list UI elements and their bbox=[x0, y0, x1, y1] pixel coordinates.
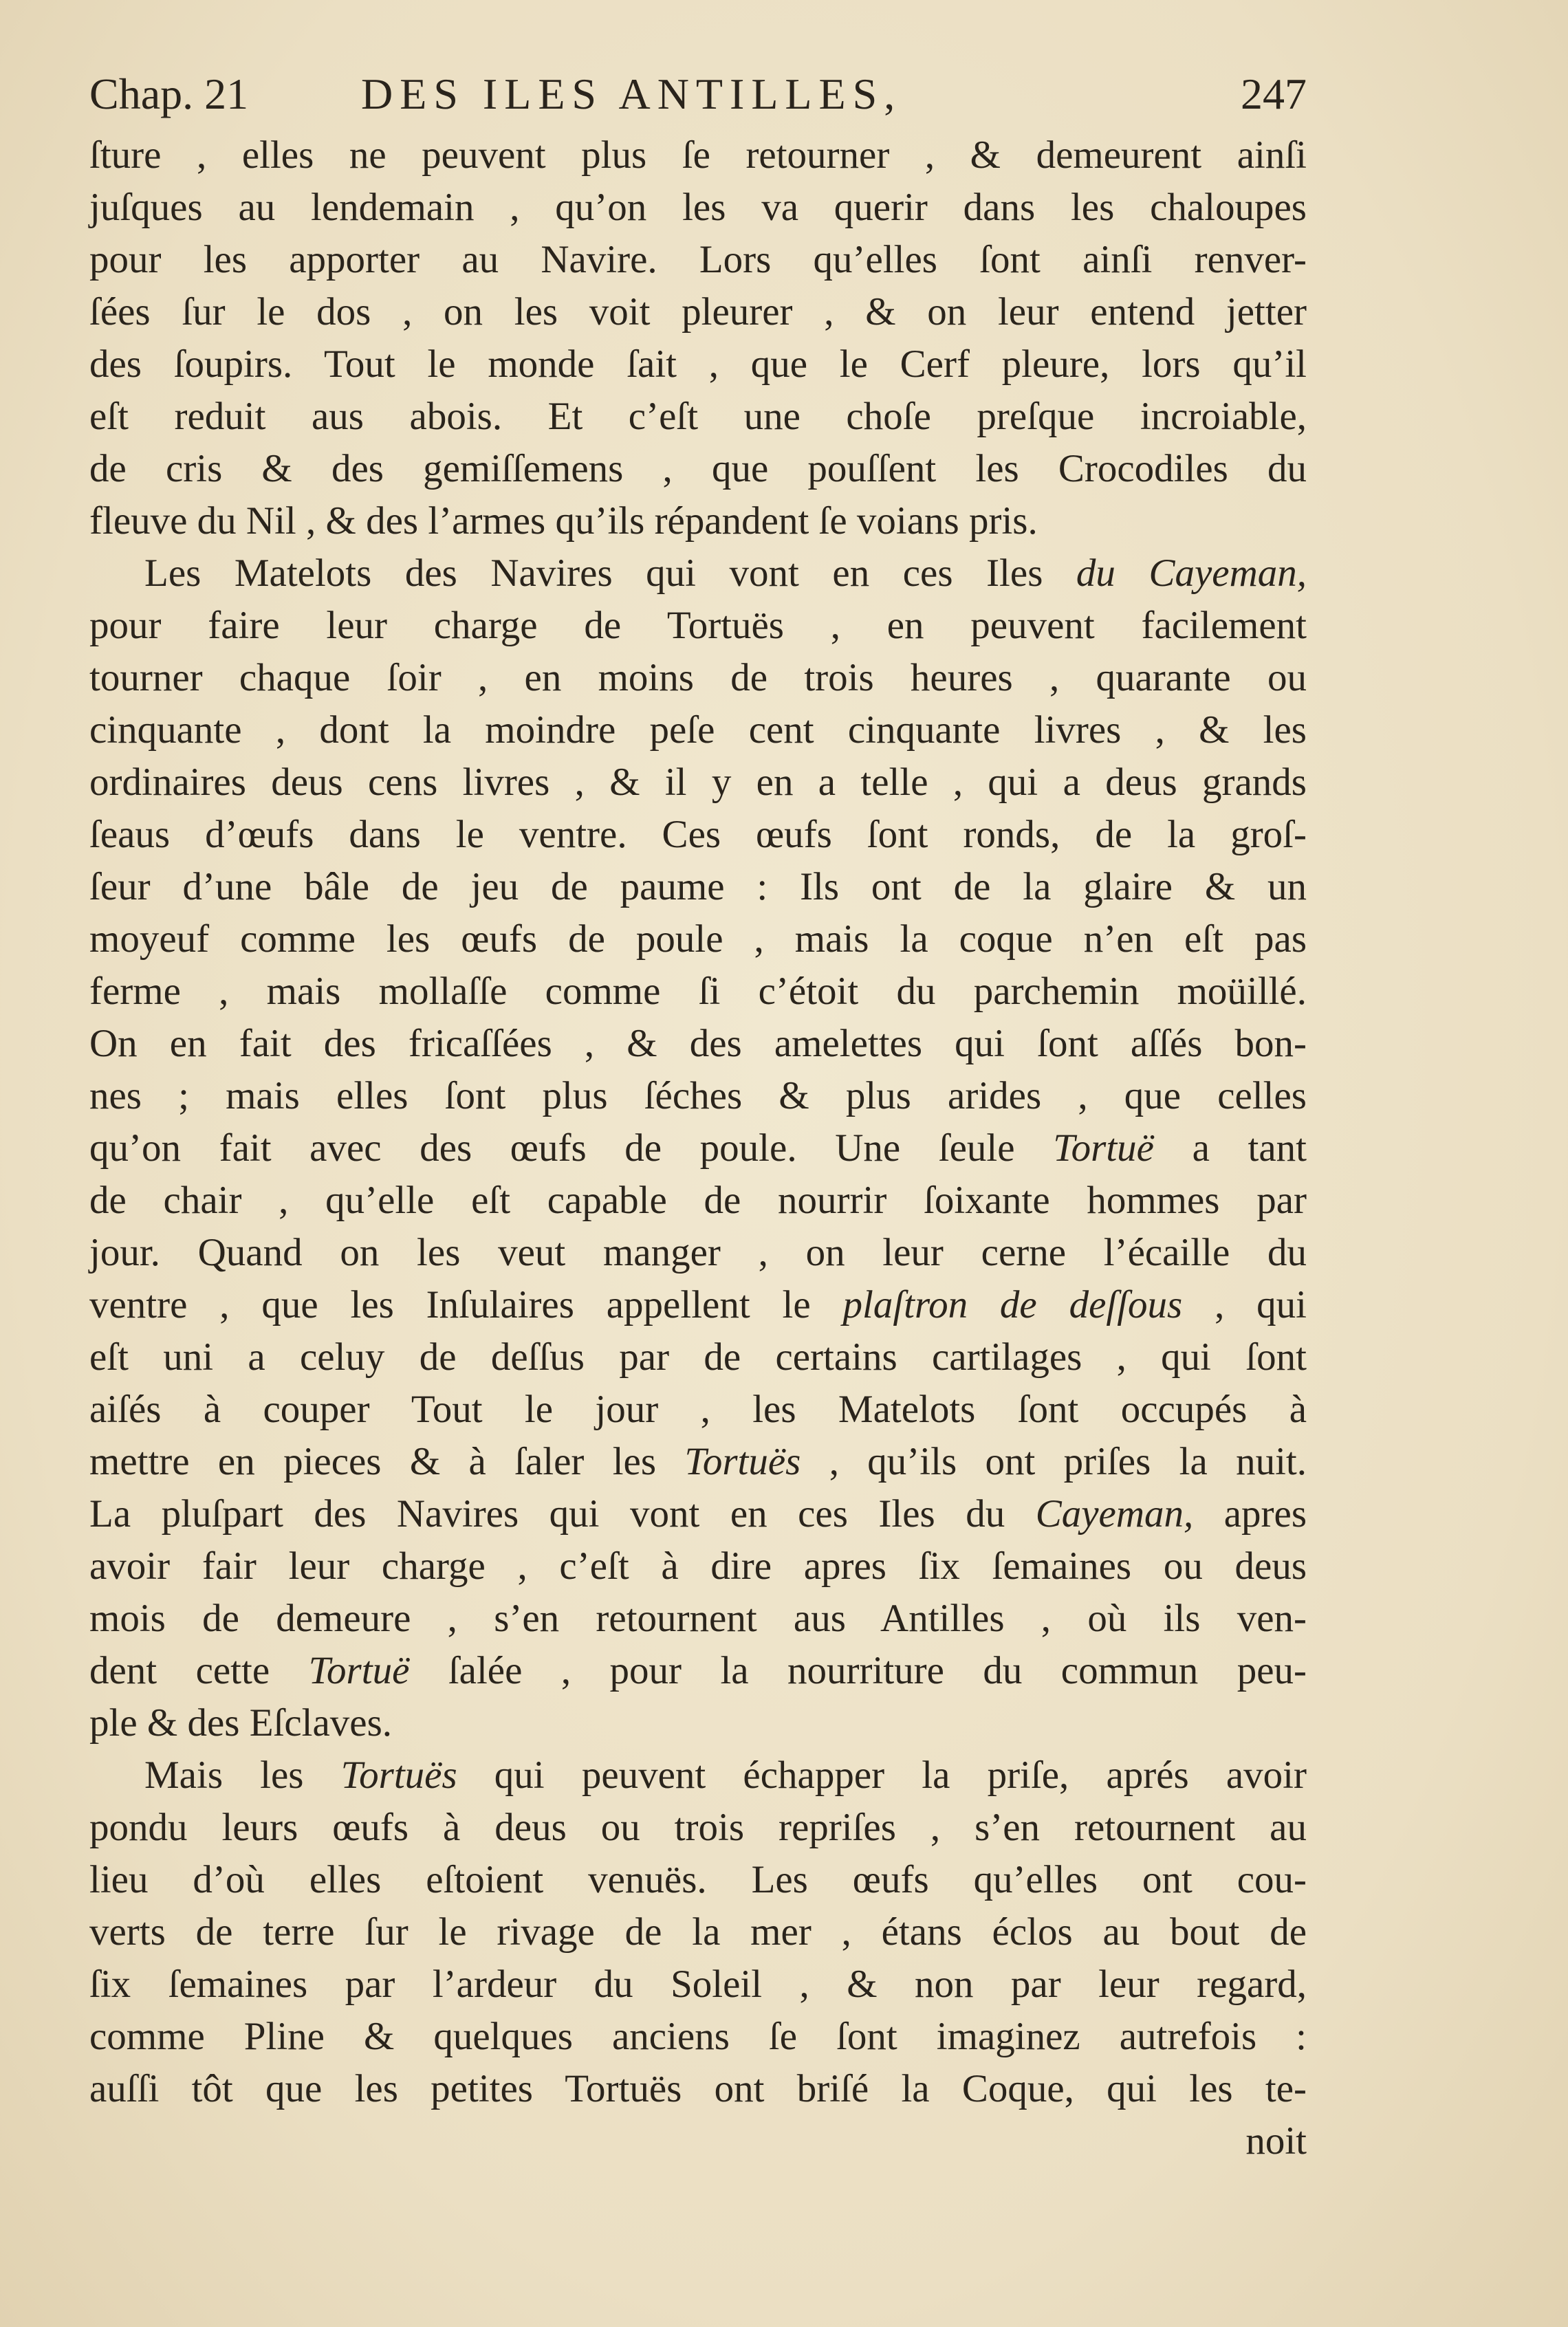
text-line: Mais les Tortuës qui peuvent échapper la priſe, aprés avoir bbox=[144, 1754, 1307, 1797]
text-line: cinquante , dont la moindre peſe cent cinquante livres , & les bbox=[89, 708, 1307, 752]
text-line: ſix ſemaines par l’ardeur du Soleil , & non par leur regard, bbox=[89, 1963, 1307, 2006]
text-line: fleuve du Nil , & des l’armes qu’ils répandent ſe voians pris. bbox=[89, 499, 1038, 543]
text-line: juſques au lendemain , qu’on les va querir dans les chaloupes bbox=[89, 186, 1307, 229]
text-line: ordinaires deus cens livres , & il y en a telle , qui a deus grands bbox=[89, 761, 1307, 804]
text-line: moyeuf comme les œufs de poule , mais la coque n’en eſt pas bbox=[89, 917, 1307, 961]
text-line: avoir fair leur charge , c’eſt à dire apres ſix ſemaines ou deus bbox=[89, 1544, 1307, 1588]
text-line: eſt reduit aus abois. Et c’eſt une choſe preſque incroiable, bbox=[89, 395, 1307, 438]
text-line: comme Pline & quelques anciens ſe ſont imaginez autrefois : bbox=[89, 2015, 1307, 2058]
text-line: nes ; mais elles ſont plus ſéches & plus arides , que celles bbox=[89, 1074, 1307, 1117]
running-header bbox=[89, 63, 1307, 125]
text-line: qu’on fait avec des œufs de poule. Une ſeule Tortuë a tant bbox=[89, 1126, 1307, 1170]
text-line: Les Matelots des Navires qui vont en ces Iles du Cayeman, bbox=[144, 551, 1307, 595]
text-line: dent cette Tortuë ſalée , pour la nourriture du commun peu- bbox=[89, 1649, 1307, 1692]
running-title: DES ILES ANTILLES, bbox=[361, 69, 902, 118]
text-line: mois de demeure , s’en retournent aus Antilles , où ils ven- bbox=[89, 1597, 1307, 1640]
catchword: noit bbox=[1245, 2119, 1307, 2163]
text-line: ple & des Eſclaves. bbox=[89, 1701, 393, 1745]
text-line: ferme , mais mollaſſe comme ſi c’étoit du parchemin moüillé. bbox=[89, 970, 1307, 1013]
text-line: verts de terre ſur le rivage de la mer , étans éclos au bout de bbox=[89, 1910, 1307, 1954]
text-line: ſeur d’une bâle de jeu de paume : Ils ont de la glaire & un bbox=[89, 865, 1307, 908]
text-line: ſées ſur le dos , on les voit pleurer , & on leur entend jetter bbox=[89, 290, 1307, 334]
chapter-label: Chap. 21 bbox=[89, 69, 249, 118]
text-line: pour les apporter au Navire. Lors qu’elles ſont ainſi renver- bbox=[89, 238, 1307, 281]
text-line: On en fait des fricaſſées , & des amelettes qui ſont aſſés bon- bbox=[89, 1022, 1307, 1065]
page-number: 247 bbox=[1241, 69, 1307, 118]
text-line: jour. Quand on les veut manger , on leur cerne l’écaille du bbox=[89, 1231, 1307, 1274]
text-line: auſſi tôt que les petites Tortuës ont briſé la Coque, qui les te- bbox=[89, 2067, 1307, 2110]
text-line: aiſés à couper Tout le jour , les Matelots ſont occupés à bbox=[89, 1388, 1307, 1431]
text-line: ventre , que les Inſulaires appellent le plaſtron de deſſous , qui bbox=[89, 1283, 1307, 1326]
body-text bbox=[89, 129, 1307, 2167]
text-line: ſeaus d’œufs dans le ventre. Ces œufs ſont ronds, de la groſ- bbox=[89, 813, 1307, 856]
text-line: lieu d’où elles eſtoient venuës. Les œufs qu’elles ont cou- bbox=[89, 1858, 1307, 1901]
text-line: La pluſpart des Navires qui vont en ces Iles du Cayeman, apres bbox=[89, 1492, 1307, 1536]
text-line: pour faire leur charge de Tortuës , en peuvent facilement bbox=[89, 604, 1307, 647]
text-line: tourner chaque ſoir , en moins de trois heures , quarante ou bbox=[89, 656, 1307, 699]
text-line: mettre en pieces & à ſaler les Tortuës , qu’ils ont priſes la nuit. bbox=[89, 1440, 1307, 1483]
text-line: ſture , elles ne peuvent plus ſe retourner , & demeurent ainſi bbox=[89, 133, 1307, 177]
text-line: pondu leurs œufs à deus ou trois repriſes , s’en retournent au bbox=[89, 1806, 1307, 1849]
text-line: de chair , qu’elle eſt capable de nourrir ſoixante hommes par bbox=[89, 1179, 1307, 1222]
text-line: eſt uni a celuy de deſſus par de certains cartilages , qui ſont bbox=[89, 1335, 1307, 1379]
text-line: des ſoupirs. Tout le monde ſait , que le Cerf pleure, lors qu’il bbox=[89, 342, 1307, 386]
text-line: de cris & des gemiſſemens , que pouſſent les Crocodiles du bbox=[89, 447, 1307, 490]
